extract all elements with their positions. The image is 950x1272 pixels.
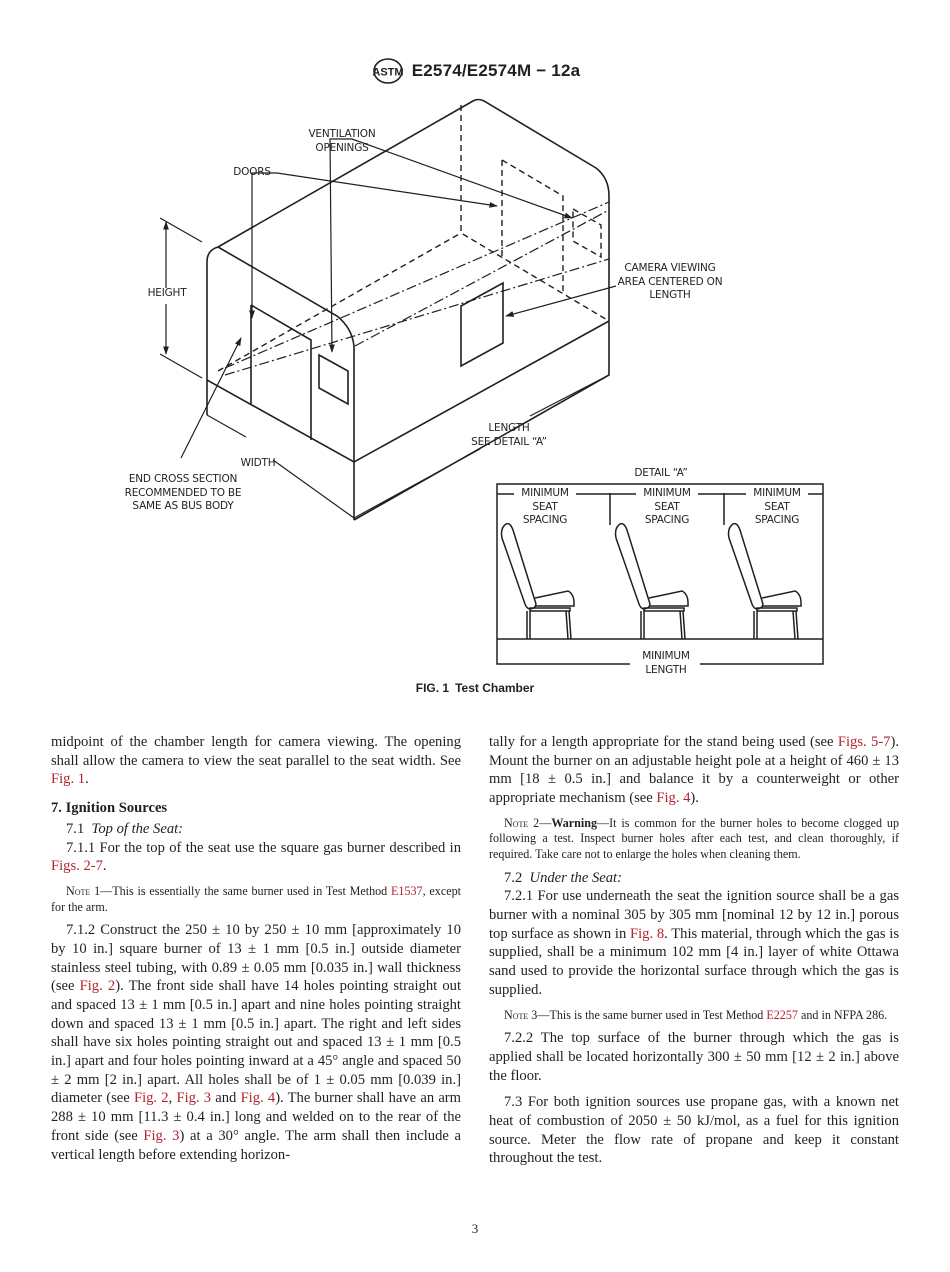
link-fig-2[interactable]: Fig. 2 bbox=[79, 978, 116, 995]
right-column bbox=[489, 733, 899, 1168]
paragraph-7-1-2-continued: tally for a length appropriate for the stand being used (see Figs. 5-7). Mount the burner on an adjustable height pole at a height of 460 ± 13 mm [18 ± 0.5 in.] and balance it by a counterweight or other appropriate mechanism (see Fig. 4). bbox=[489, 734, 899, 807]
paragraph-7-2-2: 7.2.2 The top surface of the burner through which the gas is applied shall be located horizontally 300 ± 50 mm [12 ± 2 in.] above the floor. bbox=[489, 1030, 899, 1084]
link-fig-4[interactable]: Fig. 4 bbox=[240, 1090, 276, 1107]
link-fig-1[interactable]: Fig. 1 bbox=[51, 771, 86, 788]
link-fig-8[interactable]: Fig. 8 bbox=[629, 925, 665, 942]
paragraph-7-3: 7.3 For both ignition sources use propane gas, with a known net heat of combustion of 2050 ± 50 kJ/mol, as a fuel for this ignition source. Meter the flow rate of propane and keep it constant throughout the test. bbox=[489, 1094, 899, 1167]
subsection-7-2: 7.2 Under the Seat: bbox=[504, 869, 622, 886]
note-2-warning: Note 2—Warning—It is common for the burner holes to become clogged up following a test. Inspect burner holes after each test, and clean thoroughly, if required. Take care not to enlarge the holes when cleaning them. bbox=[489, 815, 899, 861]
link-e2257[interactable]: E2257 bbox=[766, 1007, 798, 1022]
paragraph-7-1-2: 7.1.2 Construct the 250 ± 10 by 250 ± 10 mm [approximately 10 by 10 in.] square burner of 13 ± 1 mm [0.5 in.] outside diameter stainless steel tubing, with 0.89 ± 0.05 mm [0.035 in.] wall thickness (see Fig. 2). The front side shall have 14 holes pointing straight out and spaced 13 ± 1 mm [0.5 in.] apart and nine holes pointing straight down and spaced 13 ± 1 mm [0.5 in.] apart. The right and left sides shall have six holes pointing straight out and spaced 13 ± 1 mm [0.5 in.] apart and four holes pointing inward at a 45° angle and spaced 50 ± 2 mm [2 in.] apart. All holes shall be of 1 ± 0.05 mm [0.039 in.] diameter (see Fig. 2, Fig. 3 and Fig. 4). The burner shall have an arm 288 ± 10 mm [11.3 ± 0.4 in.] long and welded on to the rear of the front side (see Fig. 3) at a 30° angle. The arm shall then include a vertical length before extending horizon- bbox=[51, 922, 462, 1163]
link-fig-3[interactable]: Fig. 3 bbox=[176, 1090, 212, 1107]
paragraph-7-1-1: 7.1.1 For the top of the seat use the square gas burner described in Figs. 2-7. bbox=[51, 839, 461, 875]
seat-1 bbox=[502, 524, 575, 639]
left-column bbox=[51, 733, 461, 1164]
subsection-7-1: 7.1 Top of the Seat: bbox=[66, 820, 184, 837]
link-fig-4[interactable]: Fig. 4 bbox=[656, 790, 691, 807]
link-figs-2-7[interactable]: Figs. 2-7 bbox=[51, 858, 103, 875]
label-camera-viewing-area: CAMERA VIEWING AREA CENTERED ON LENGTH bbox=[617, 262, 723, 301]
figure-caption bbox=[0, 681, 950, 695]
svg-text:ASTM: ASTM bbox=[372, 66, 404, 79]
label-doors: DOORS bbox=[233, 166, 271, 178]
center-lines bbox=[225, 202, 609, 375]
figure-title: Test Chamber bbox=[455, 681, 535, 695]
seat-2 bbox=[616, 524, 689, 639]
label-seat-spacing-3: MINIMUM SEAT SPACING bbox=[753, 487, 801, 526]
label-detail-a: DETAIL “A” bbox=[634, 467, 688, 479]
link-fig-2[interactable]: Fig. 2 bbox=[133, 1090, 169, 1107]
link-figs-5-7[interactable]: Figs. 5-7 bbox=[837, 734, 891, 750]
label-seat-spacing-2: MINIMUM SEAT SPACING bbox=[643, 487, 691, 526]
page-number: 3 bbox=[471, 1221, 479, 1236]
link-e1537[interactable]: E1537 bbox=[391, 883, 423, 898]
label-width: WIDTH bbox=[240, 457, 276, 469]
label-ventilation-openings: VENTILATION OPENINGS bbox=[308, 128, 376, 154]
link-fig-3[interactable]: Fig. 3 bbox=[143, 1127, 180, 1144]
figure-number: FIG. 1 bbox=[415, 681, 450, 695]
label-height: HEIGHT bbox=[147, 287, 187, 299]
paragraph-camera-opening: midpoint of the chamber length for camera viewing. The opening shall allow the camera to view the seat parallel to the seat width. See Fig. 1. bbox=[51, 734, 461, 788]
section-heading-ignition-sources: 7. Ignition Sources bbox=[51, 800, 168, 817]
note-3: Note 3—This is the same burner used in Test Method E2257 and in NFPA 286. bbox=[504, 1007, 888, 1022]
paragraph-7-2-1: 7.2.1 For use underneath the seat the ignition source shall be a gas burner with a nominal 305 by 305 mm [nominal 12 by 12 in.] porous top surface as shown in Fig. 8. This material, through which the gas is supplied, shall be a minimum 102 mm [4 in.] layer of white Ottawa sand used to provide the horizontal surface through which the gas is supplied. bbox=[489, 888, 900, 998]
seat-3 bbox=[729, 524, 802, 639]
label-minimum-length: MINIMUM LENGTH bbox=[642, 650, 690, 676]
note-1: Note 1—This is essentially the same burner used in Test Method E1537, except for the arm. bbox=[51, 883, 461, 914]
label-end-cross-section: END CROSS SECTION RECOMMENDED TO BE SAME AS BUS BODY bbox=[124, 473, 242, 512]
document-designation: E2574/E2574M − 12a bbox=[411, 61, 581, 80]
label-seat-spacing-1: MINIMUM SEAT SPACING bbox=[521, 487, 569, 526]
label-length-see-detail: LENGTH SEE DETAIL “A” bbox=[471, 422, 547, 448]
